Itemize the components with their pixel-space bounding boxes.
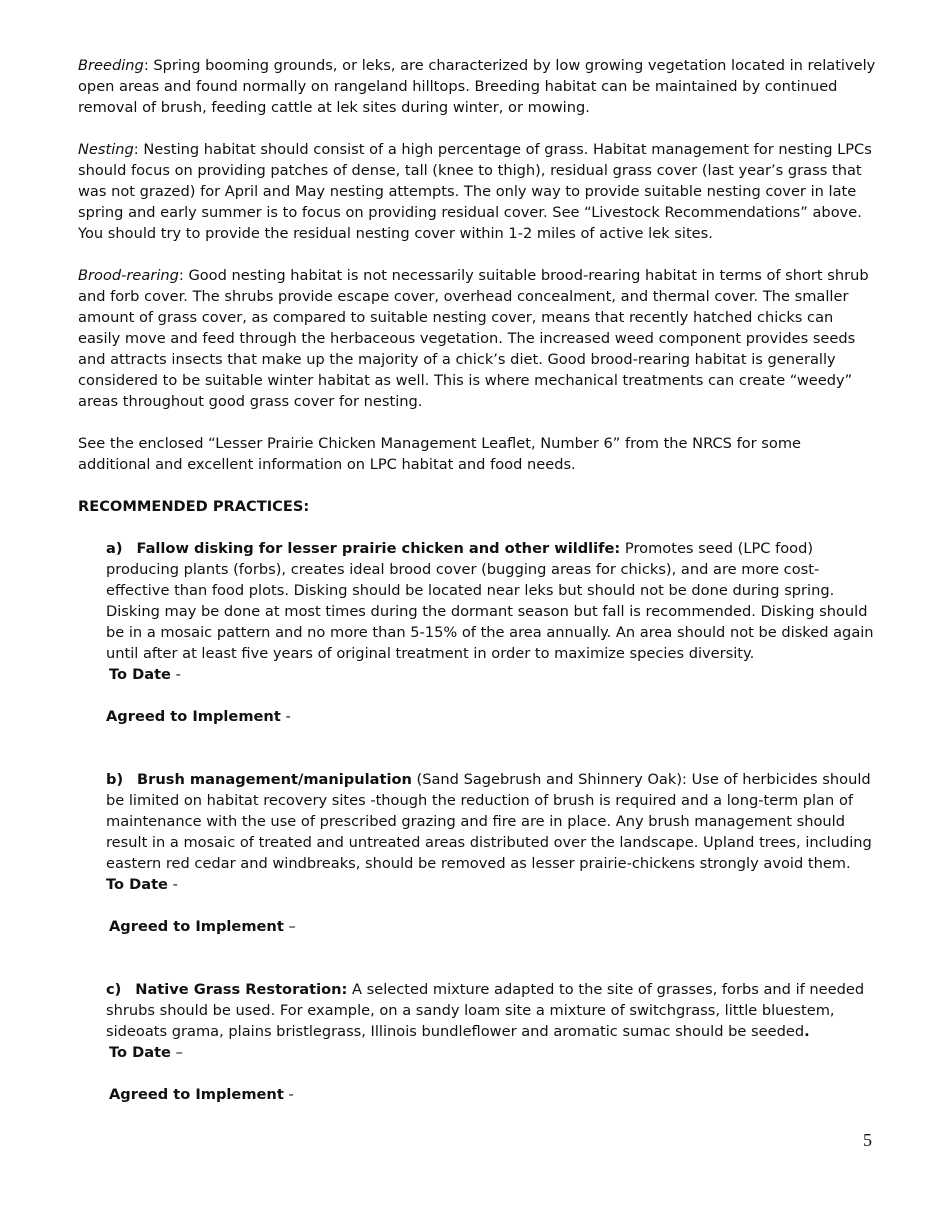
- nesting-text: : Nesting habitat should consist of a high percentage of grass. Habitat management for nesting LPCs should focus on providing patches of dense, tall (knee to thigh), residual grass cover (last year’s grass that was not grazed) for April and May nesting attempts. The only way to provide suitable nesting cover in late spring and early summer is to focus on providing residual cover. See “Livestock Recommendations” above. You should try to provide the residual nesting cover within 1-2 miles of active lek sites.: [78, 141, 872, 242]
- practice-a-agreed: [106, 706, 878, 727]
- page-number: 5: [863, 1130, 872, 1150]
- practice-a-to-date-value: -: [170, 666, 181, 683]
- practice-b-agreed-label: Agreed to Implement: [109, 918, 284, 935]
- practice-b-title: Brush management/manipulation: [137, 771, 412, 788]
- practice-c-text: A selected mixture adapted to the site of grasses, forbs and if needed shrubs should be used. For example, on a sandy loam site a mixture of switchgrass, little bluestem, sideoats grama, plains bristlegrass, Illinois bundleflower and aromatic sumac should be seeded: [106, 981, 865, 1040]
- practice-b-agreed-value: –: [283, 918, 296, 935]
- practice-c-to-date: [109, 1042, 878, 1063]
- practice-a-title: Fallow disking for lesser prairie chicken and other wildlife:: [136, 540, 621, 557]
- practice-b-to-date-value: -: [167, 876, 178, 893]
- nesting-paragraph: [78, 139, 878, 244]
- breeding-label: Breeding: [78, 57, 144, 74]
- brood-rearing-text: : Good nesting habitat is not necessarily suitable brood-rearing habitat in terms of short shrub and forb cover. The shrubs provide escape cover, overhead concealment, and thermal cover. The smaller amount of grass cover, as compared to suitable nesting cover, means that recently hatched chicks can easily move and feed through the herbaceous vegetation. The increased weed component provides seeds and attracts insects that make up the majority of a chick’s diet. Good brood-rearing habitat is generally considered to be suitable winter habitat as well. This is where mechanical treatments can create “weedy” areas throughout good grass cover for nesting.: [78, 267, 869, 410]
- practice-b: [106, 769, 878, 979]
- practice-c-agreed: [109, 1084, 878, 1105]
- practice-a-to-date-label: To Date: [109, 666, 171, 683]
- see-enclosed-paragraph: See the enclosed “Lesser Prairie Chicken Management Leaflet, Number 6” from the NRCS for some additional and excellent information on LPC habitat and food needs.: [78, 435, 802, 473]
- practice-c: [106, 979, 878, 1105]
- practice-c-text-end: .: [804, 1023, 810, 1040]
- practice-c-title: Native Grass Restoration:: [135, 981, 348, 998]
- breeding-paragraph: [78, 55, 878, 118]
- practice-b-to-date: [106, 874, 878, 895]
- practice-b-to-date-label: To Date: [106, 876, 168, 893]
- practice-c-to-date-value: –: [170, 1044, 183, 1061]
- practice-a: [106, 538, 878, 769]
- practice-a-agreed-value: -: [280, 708, 291, 725]
- practice-a-body: [106, 538, 878, 664]
- practice-a-marker: a): [106, 540, 123, 557]
- practice-b-text: (Sand Sagebrush and Shinnery Oak): Use of herbicides should be limited on habitat recovery sites -though the reduction of brush is required and a long-term plan of maintenance with the use of prescribed grazing and fire are in place. Any brush management should result in a mosaic of treated and untreated areas distributed over the landscape. Upland trees, including eastern red cedar and windbreaks, should be removed as lesser prairie-chickens strongly avoid them.: [106, 771, 872, 872]
- nesting-label: Nesting: [78, 141, 134, 158]
- practice-c-body: [106, 979, 878, 1042]
- practice-b-agreed: [109, 916, 878, 937]
- practice-c-agreed-label: Agreed to Implement: [109, 1086, 284, 1103]
- document-page: [78, 55, 878, 1105]
- practice-a-text: Promotes seed (LPC food) producing plants (forbs), creates ideal brood cover (bugging areas for chicks), and are more cost-effective than food plots. Disking should be located near leks but should not be done during spring. Disking may be done at most times during the dormant season but fall is recommended. Disking should be in a mosaic pattern and no more than 5-15% of the area annually. An area should not be disked again until after at least five years of original treatment in order to maximize species diversity.: [106, 540, 874, 662]
- brood-rearing-paragraph: [78, 265, 878, 412]
- practice-b-body: [106, 769, 878, 874]
- practice-a-agreed-label: Agreed to Implement: [106, 708, 281, 725]
- breeding-text: : Spring booming grounds, or leks, are characterized by low growing vegetation located in relatively open areas and found normally on rangeland hilltops. Breeding habitat can be maintained by continued removal of brush, feeding cattle at lek sites during winter, or mowing.: [78, 57, 876, 116]
- practice-c-marker: c): [106, 981, 122, 998]
- practice-b-marker: b): [106, 771, 124, 788]
- practice-c-to-date-label: To Date: [109, 1044, 171, 1061]
- recommended-practices-heading: RECOMMENDED PRACTICES:: [78, 498, 310, 515]
- practice-c-agreed-value: -: [283, 1086, 294, 1103]
- practice-a-to-date: [109, 664, 878, 685]
- brood-rearing-label: Brood-rearing: [78, 267, 179, 284]
